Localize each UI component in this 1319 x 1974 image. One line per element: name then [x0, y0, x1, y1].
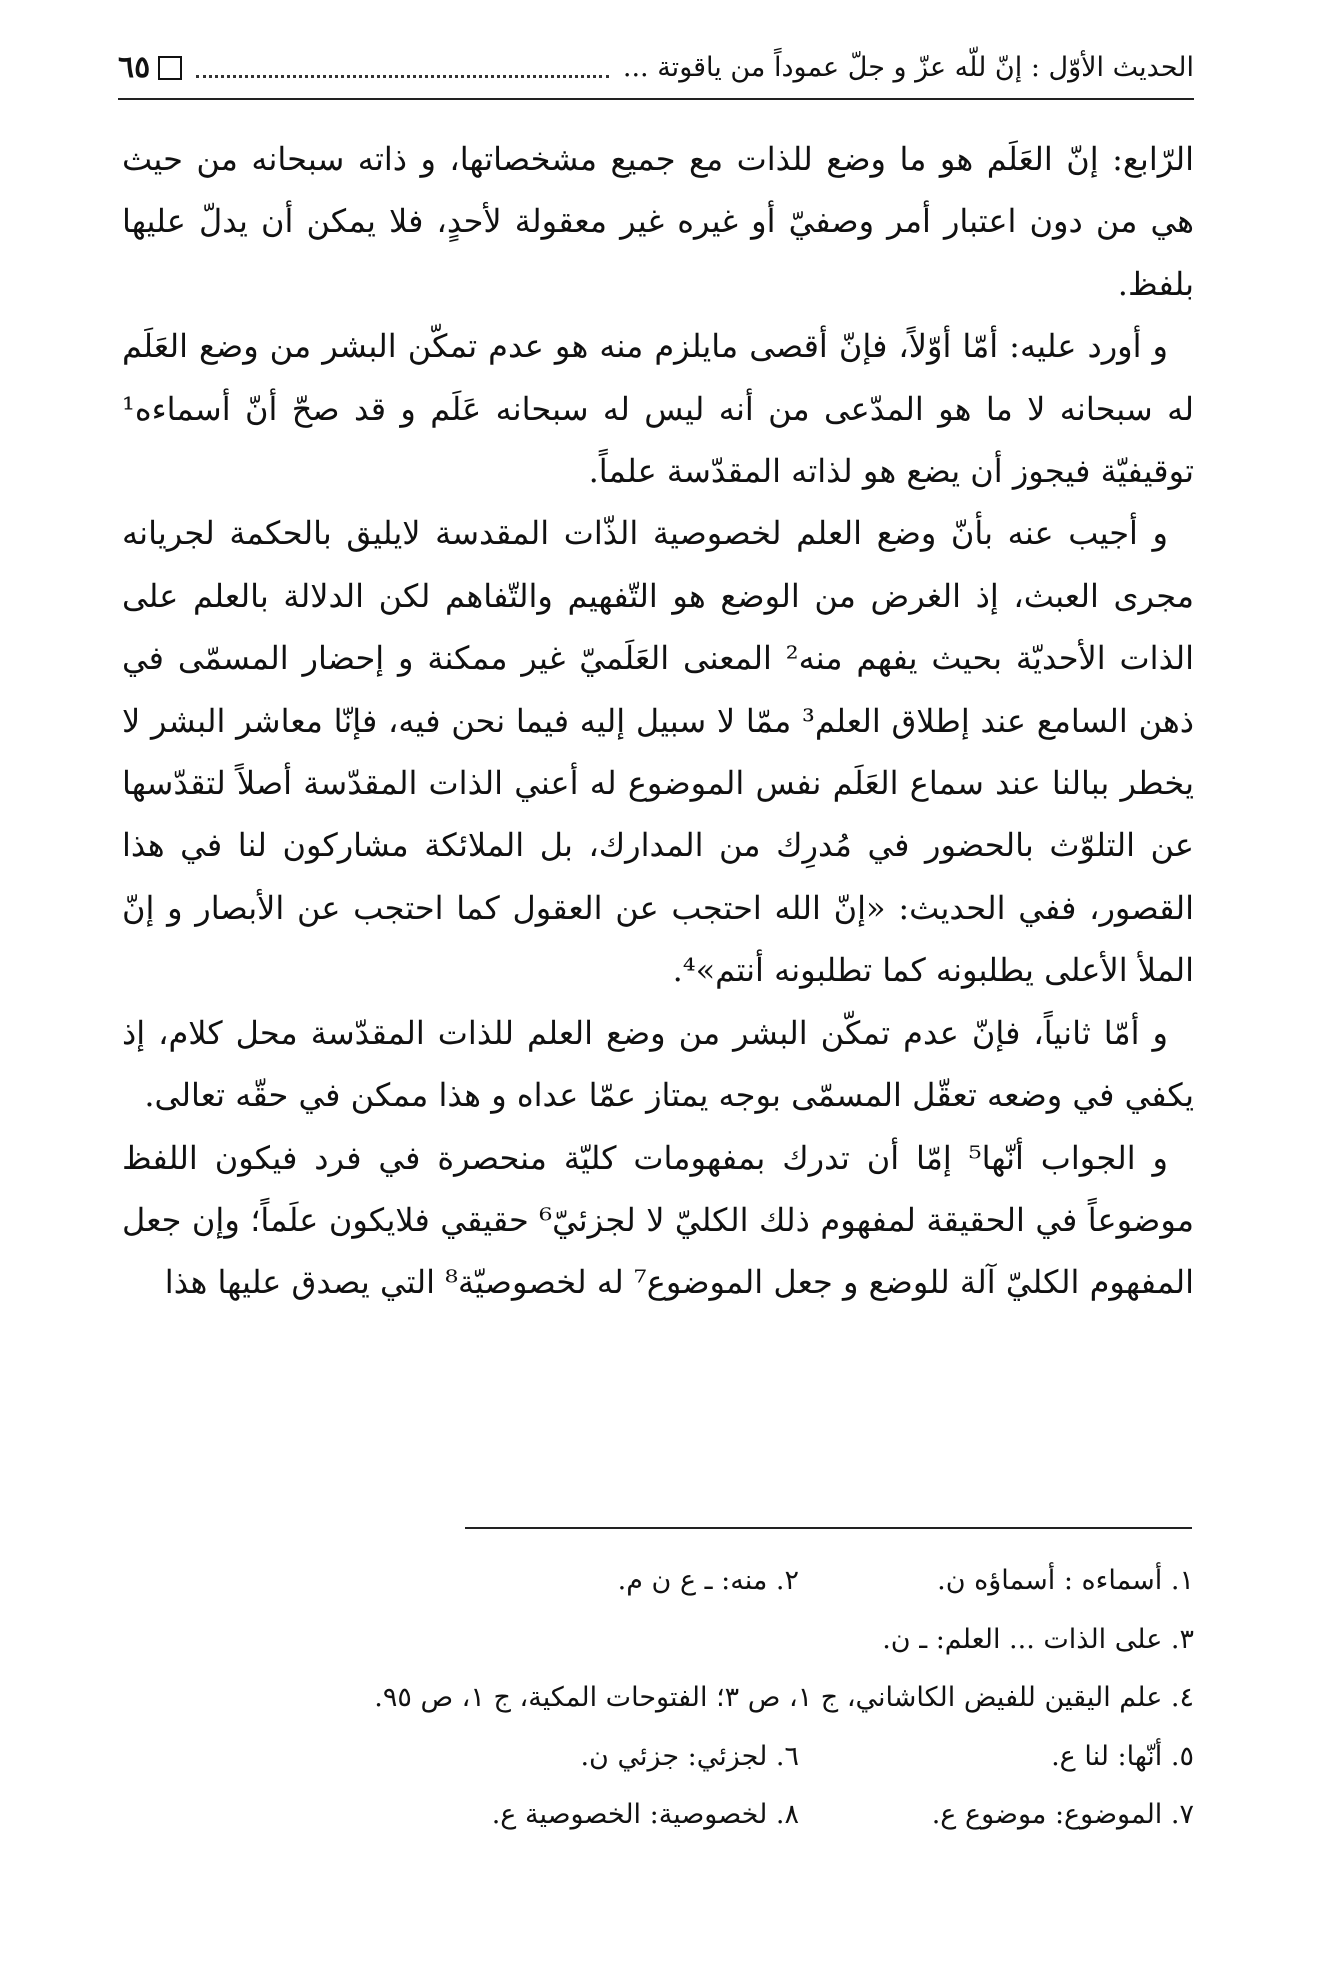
- footnote-row: [300, 1728, 1194, 1787]
- footnote-3: ٣. على الذات ... العلم: ـ ن.: [882, 1623, 1194, 1655]
- footnote-row: [300, 1611, 1194, 1670]
- header-divider: [118, 98, 1194, 100]
- footnote-5: ٥. أنّها: لنا ع.: [1051, 1740, 1194, 1772]
- footnote-8: ٨. لخصوصية: الخصوصية ع.: [491, 1799, 799, 1831]
- footnote-divider: [465, 1527, 1192, 1529]
- paragraph: و أمّا ثانياً، فإنّ عدم تمكّن البشر من وضع العلم للذات المقدّسة محل كلام، إذ يكفي في وضعه تعقّل المسمّى بوجه يمتاز عمّا عداه و هذا ممكن في حقّه تعالى.: [122, 1013, 1194, 1115]
- square-ornament-icon: [158, 56, 182, 80]
- footnote-4: ٤. علم اليقين للفيض الكاشاني، ج ١، ص ٣؛ الفتوحات المكية، ج ١، ص ٩٥.: [374, 1682, 1194, 1714]
- footnote-row: [300, 1669, 1194, 1728]
- footnote-row: [300, 1786, 1194, 1845]
- footnote-6: ٦. لجزئي: جزئي ن.: [580, 1740, 799, 1772]
- paragraph: الرّابع: إنّ العَلَم هو ما وضع للذات مع جميع مشخصاتها، و ذاته سبحانه من حيث هي من دون اعتبار أمر وصفيّ أو غيره غير معقولة لأحدٍ، فلا يمكن أن يدلّ عليها بلفظ.: [122, 140, 1194, 303]
- running-header-title: الحديث الأوّل : إنّ للّه عزّ و جلّ عموداً من ياقوتة ...: [622, 52, 1194, 83]
- paragraph: و الجواب أنّها⁵ إمّا أن تدرك بمفهومات كليّة منحصرة في فرد فيكون اللفظ موضوعاً في الحقيقة لمفهوم ذلك الكليّ لا لجزئيّ⁶ حقيقي فلايكون علَماً؛ وإن جعل المفهوم الكليّ آلة للوضع و جعل الموضوع⁷ له لخصوصيّة⁸ التي يصدق عليها هذا: [122, 1138, 1195, 1302]
- running-header: [118, 40, 1194, 88]
- paragraph: و أجيب عنه بأنّ وضع العلم لخصوصية الذّات المقدسة لايليق بالحكمة لجريانه مجرى العبث، إذ الغرض من الوضع هو التّفهيم والتّفاهم لكن الدلالة بالعلم على الذات الأحديّة بحيث يفهم منه² المعنى العَلَميّ غير ممكنة و إحضار المسمّى في ذهن السامع عند إطلاق العلم³ ممّا لا سبيل إليه فيما نحن فيه، فإنّا معاشر البشر لا يخطر ببالنا عند سماع العَلَم نفس الموضوع له أعني الذات المقدّسة أصلاً لتقدّسها عن التلوّث بالحضور في مُدرِك من المدارك، بل الملائكة مشاركون لنا في هذا القصور، ففي الحديث: «إنّ الله احتجب عن العقول كما احتجب عن الأبصار و إنّ الملأ الأعلى يطلبونه كما تطلبونه أنتم»⁴.: [122, 514, 1195, 990]
- page-number-block: [118, 48, 182, 88]
- footnote-row: [300, 1552, 1194, 1611]
- footnote-1: ١. أسماءه : أسماؤه ن.: [937, 1565, 1194, 1596]
- page-number: ٦٥: [118, 50, 151, 85]
- footnote-7: ٧. الموضوع: موضوع ع.: [931, 1799, 1194, 1831]
- main-text: [122, 128, 1194, 1314]
- footnote-2: ٢. منه: ـ ع ن م.: [617, 1565, 799, 1596]
- footnotes: [300, 1552, 1194, 1845]
- paragraph: و أورد عليه: أمّا أوّلاً، فإنّ أقصى مايلزم منه هو عدم تمكّن البشر من وضع العَلَم له سبحانه لا ما هو المدّعى من أنه ليس له سبحانه عَلَم و قد صحّ أنّ أسماءه¹ توقيفيّة فيجوز أن يضع هو لذاته المقدّسة علماً.: [122, 327, 1194, 491]
- leader-dots: [196, 75, 609, 78]
